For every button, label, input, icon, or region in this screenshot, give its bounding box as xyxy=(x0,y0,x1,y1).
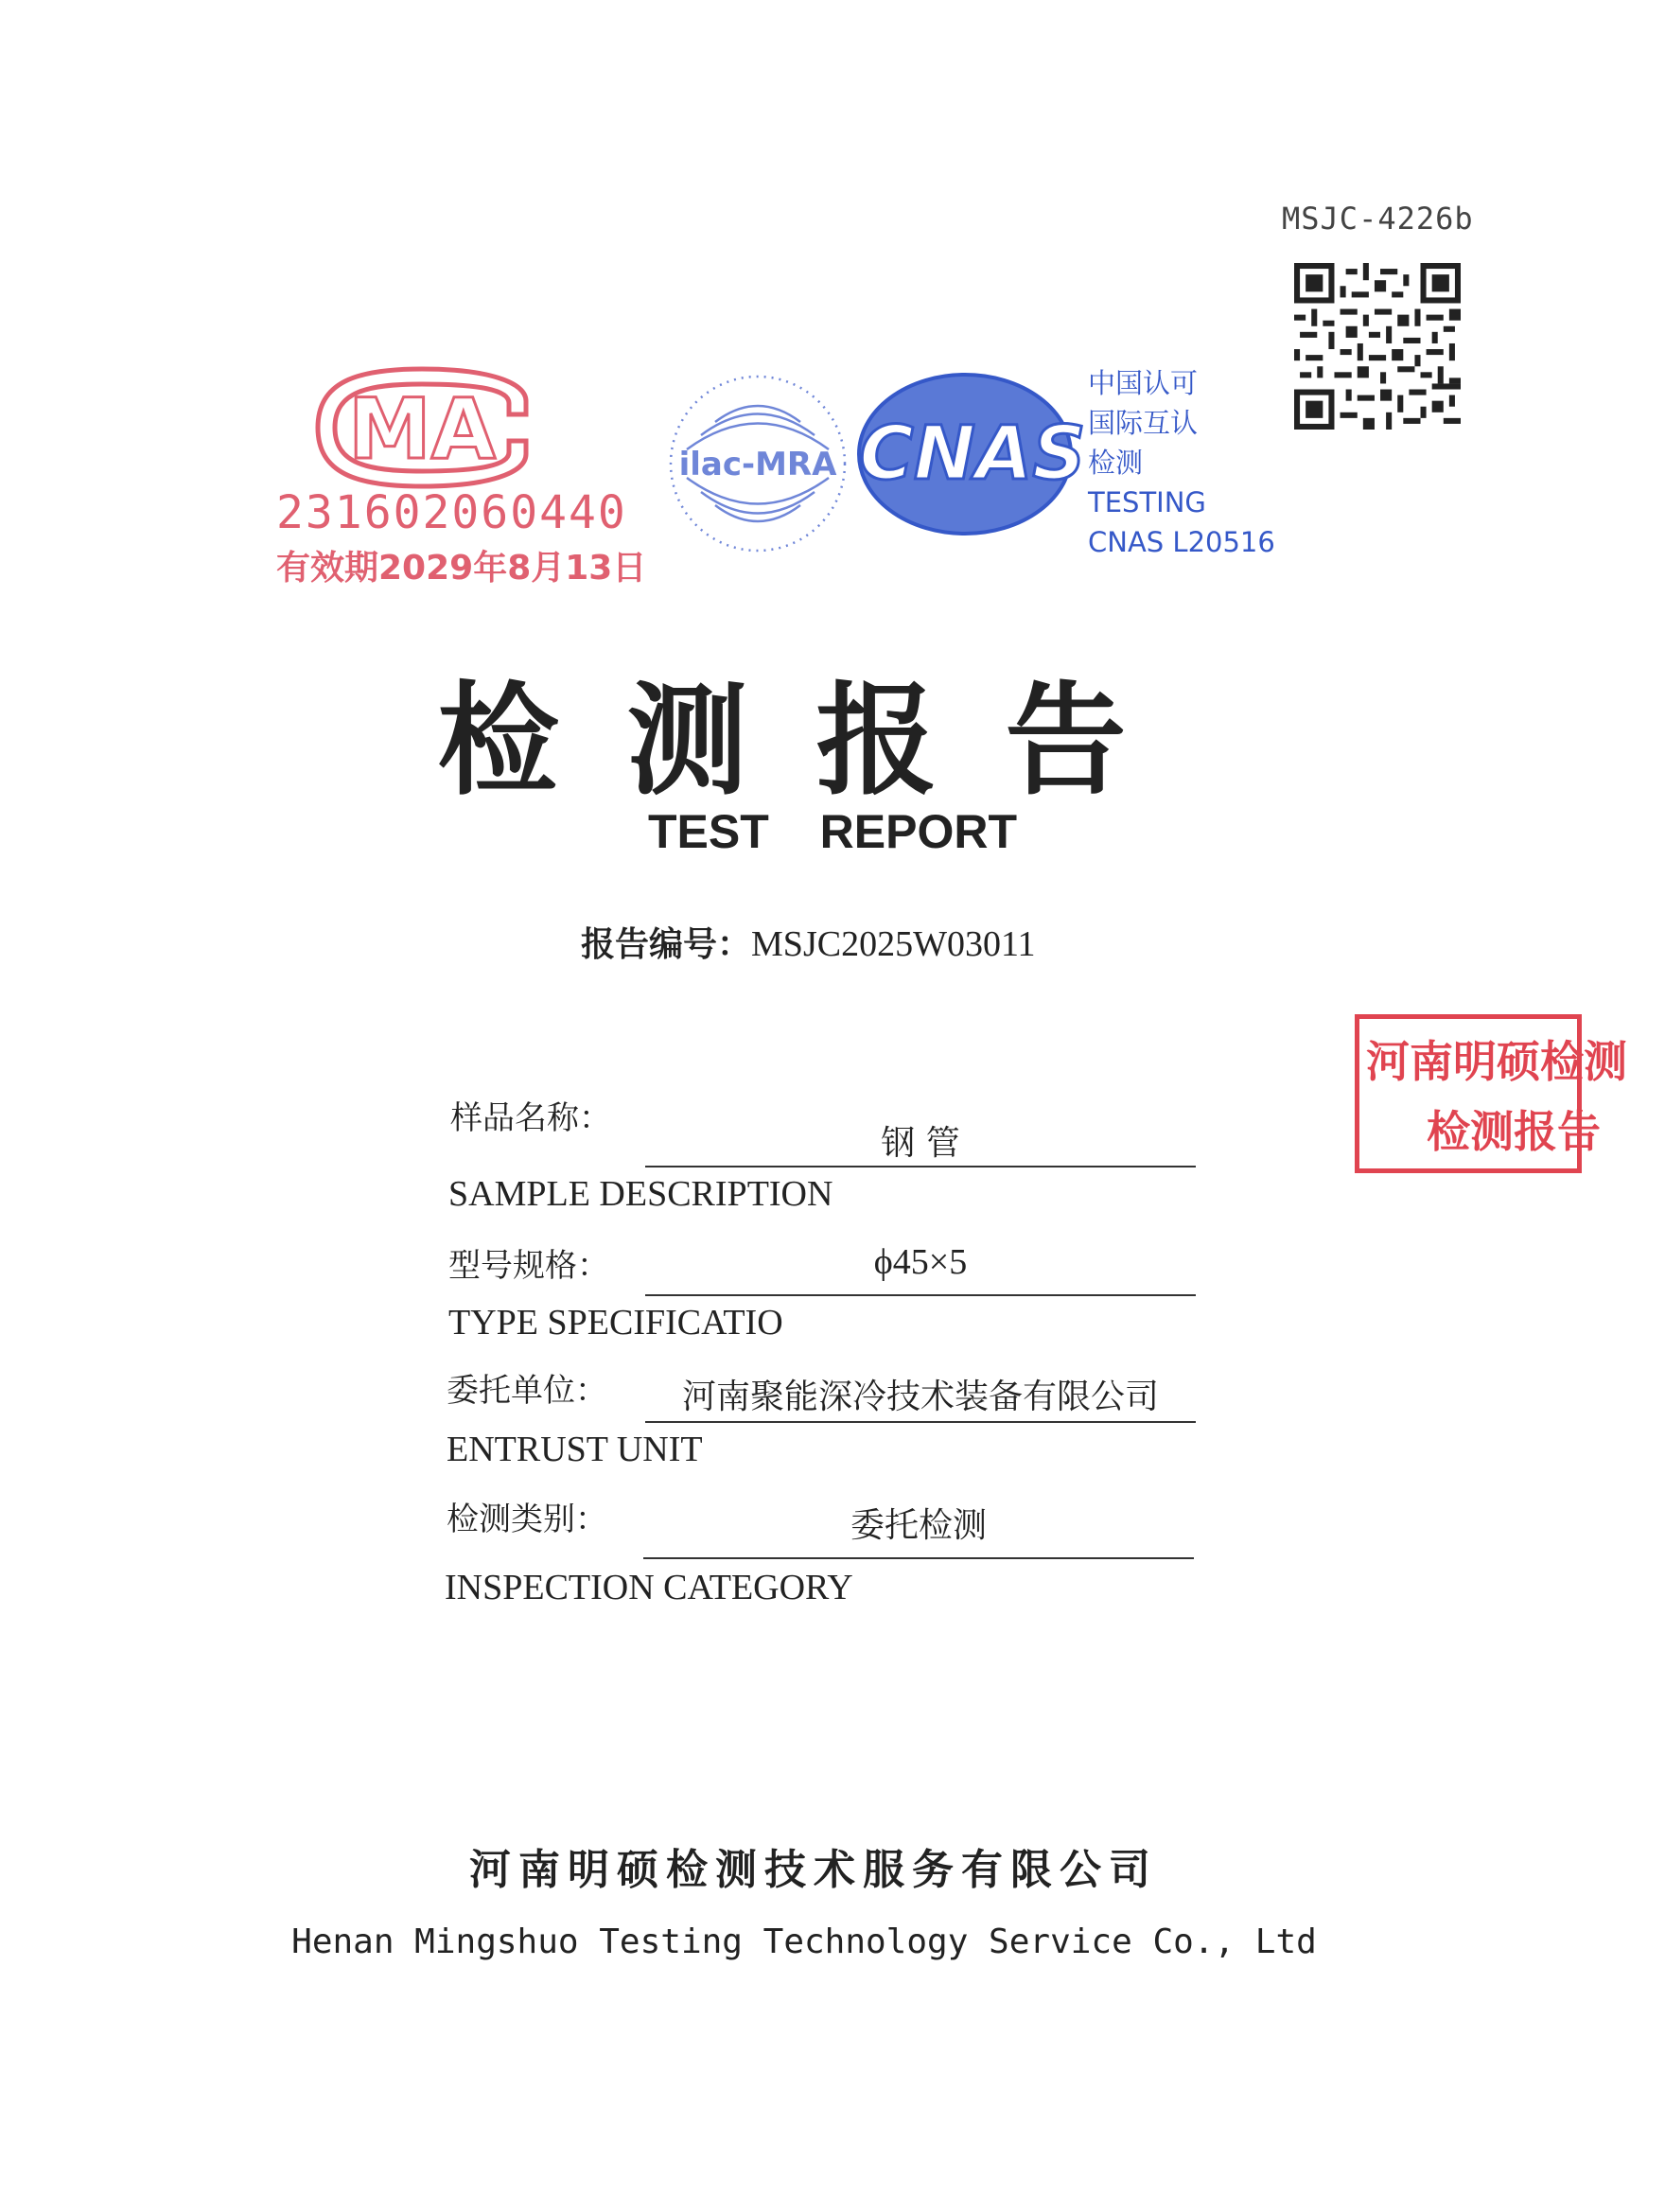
report-number-value: MSJC2025W03011 xyxy=(751,924,1036,964)
type-spec-label-en: TYPE SPECIFICATIO xyxy=(448,1303,783,1343)
cma-mark-text: MA xyxy=(348,380,496,478)
ilac-mark xyxy=(658,360,857,558)
form-code: MSJC-4226b xyxy=(1282,201,1474,237)
company-name-cn: 河南明硕检测技术服务有限公司 xyxy=(469,1846,1158,1894)
ilac-text: ilac-MRA xyxy=(678,446,837,483)
cnas-line-2: 国际互认 xyxy=(1088,407,1199,439)
type-spec-value: ϕ45×5 xyxy=(873,1242,968,1282)
qr-code xyxy=(1294,261,1461,431)
entrust-unit-underline xyxy=(645,1421,1196,1423)
cnas-line-3: 检测 xyxy=(1088,447,1144,479)
cma-seal xyxy=(299,363,545,492)
company-stamp-line-1: 河南明硕检测 xyxy=(1366,1036,1627,1087)
entrust-unit-label: 委托单位： xyxy=(447,1372,607,1410)
inspection-category-label: 检测类别： xyxy=(447,1501,607,1538)
report-title-en: TEST REPORT xyxy=(647,805,1018,858)
cma-validity: 有效期2029年8月13日 xyxy=(276,549,647,588)
cnas-line-4: TESTING xyxy=(1088,486,1206,518)
cnas-line-1: 中国认可 xyxy=(1088,367,1199,399)
report-number xyxy=(581,918,1036,966)
company-name-en: Henan Mingshuo Testing Technology Service Co., Ltd xyxy=(291,1922,1317,1961)
cnas-accreditation-text xyxy=(1088,363,1275,562)
sample-name-label-en: SAMPLE DESCRIPTION xyxy=(448,1174,833,1214)
inspection-category-value: 委托检测 xyxy=(850,1506,987,1545)
cnas-logo-text: CNAS xyxy=(859,412,1086,497)
report-title: 检测报告 xyxy=(437,670,1195,812)
cnas-logo xyxy=(851,367,1088,537)
sample-name-label: 样品名称： xyxy=(450,1099,611,1137)
type-spec-label: 型号规格： xyxy=(448,1247,609,1285)
company-stamp-line-2: 检测报告 xyxy=(1427,1106,1601,1157)
cma-number: 231602060440 xyxy=(276,486,627,539)
inspection-category-underline xyxy=(643,1557,1194,1559)
report-number-label: 报告编号： xyxy=(581,925,752,964)
sample-name-underline xyxy=(645,1166,1196,1167)
inspection-category-label-en: INSPECTION CATEGORY xyxy=(445,1568,853,1607)
sample-name-value: 钢 管 xyxy=(881,1124,960,1163)
entrust-unit-value: 河南聚能深冷技术装备有限公司 xyxy=(681,1378,1159,1416)
type-spec-underline xyxy=(645,1294,1196,1296)
cnas-line-5: CNAS L20516 xyxy=(1088,526,1275,558)
entrust-unit-label-en: ENTRUST UNIT xyxy=(447,1430,703,1469)
